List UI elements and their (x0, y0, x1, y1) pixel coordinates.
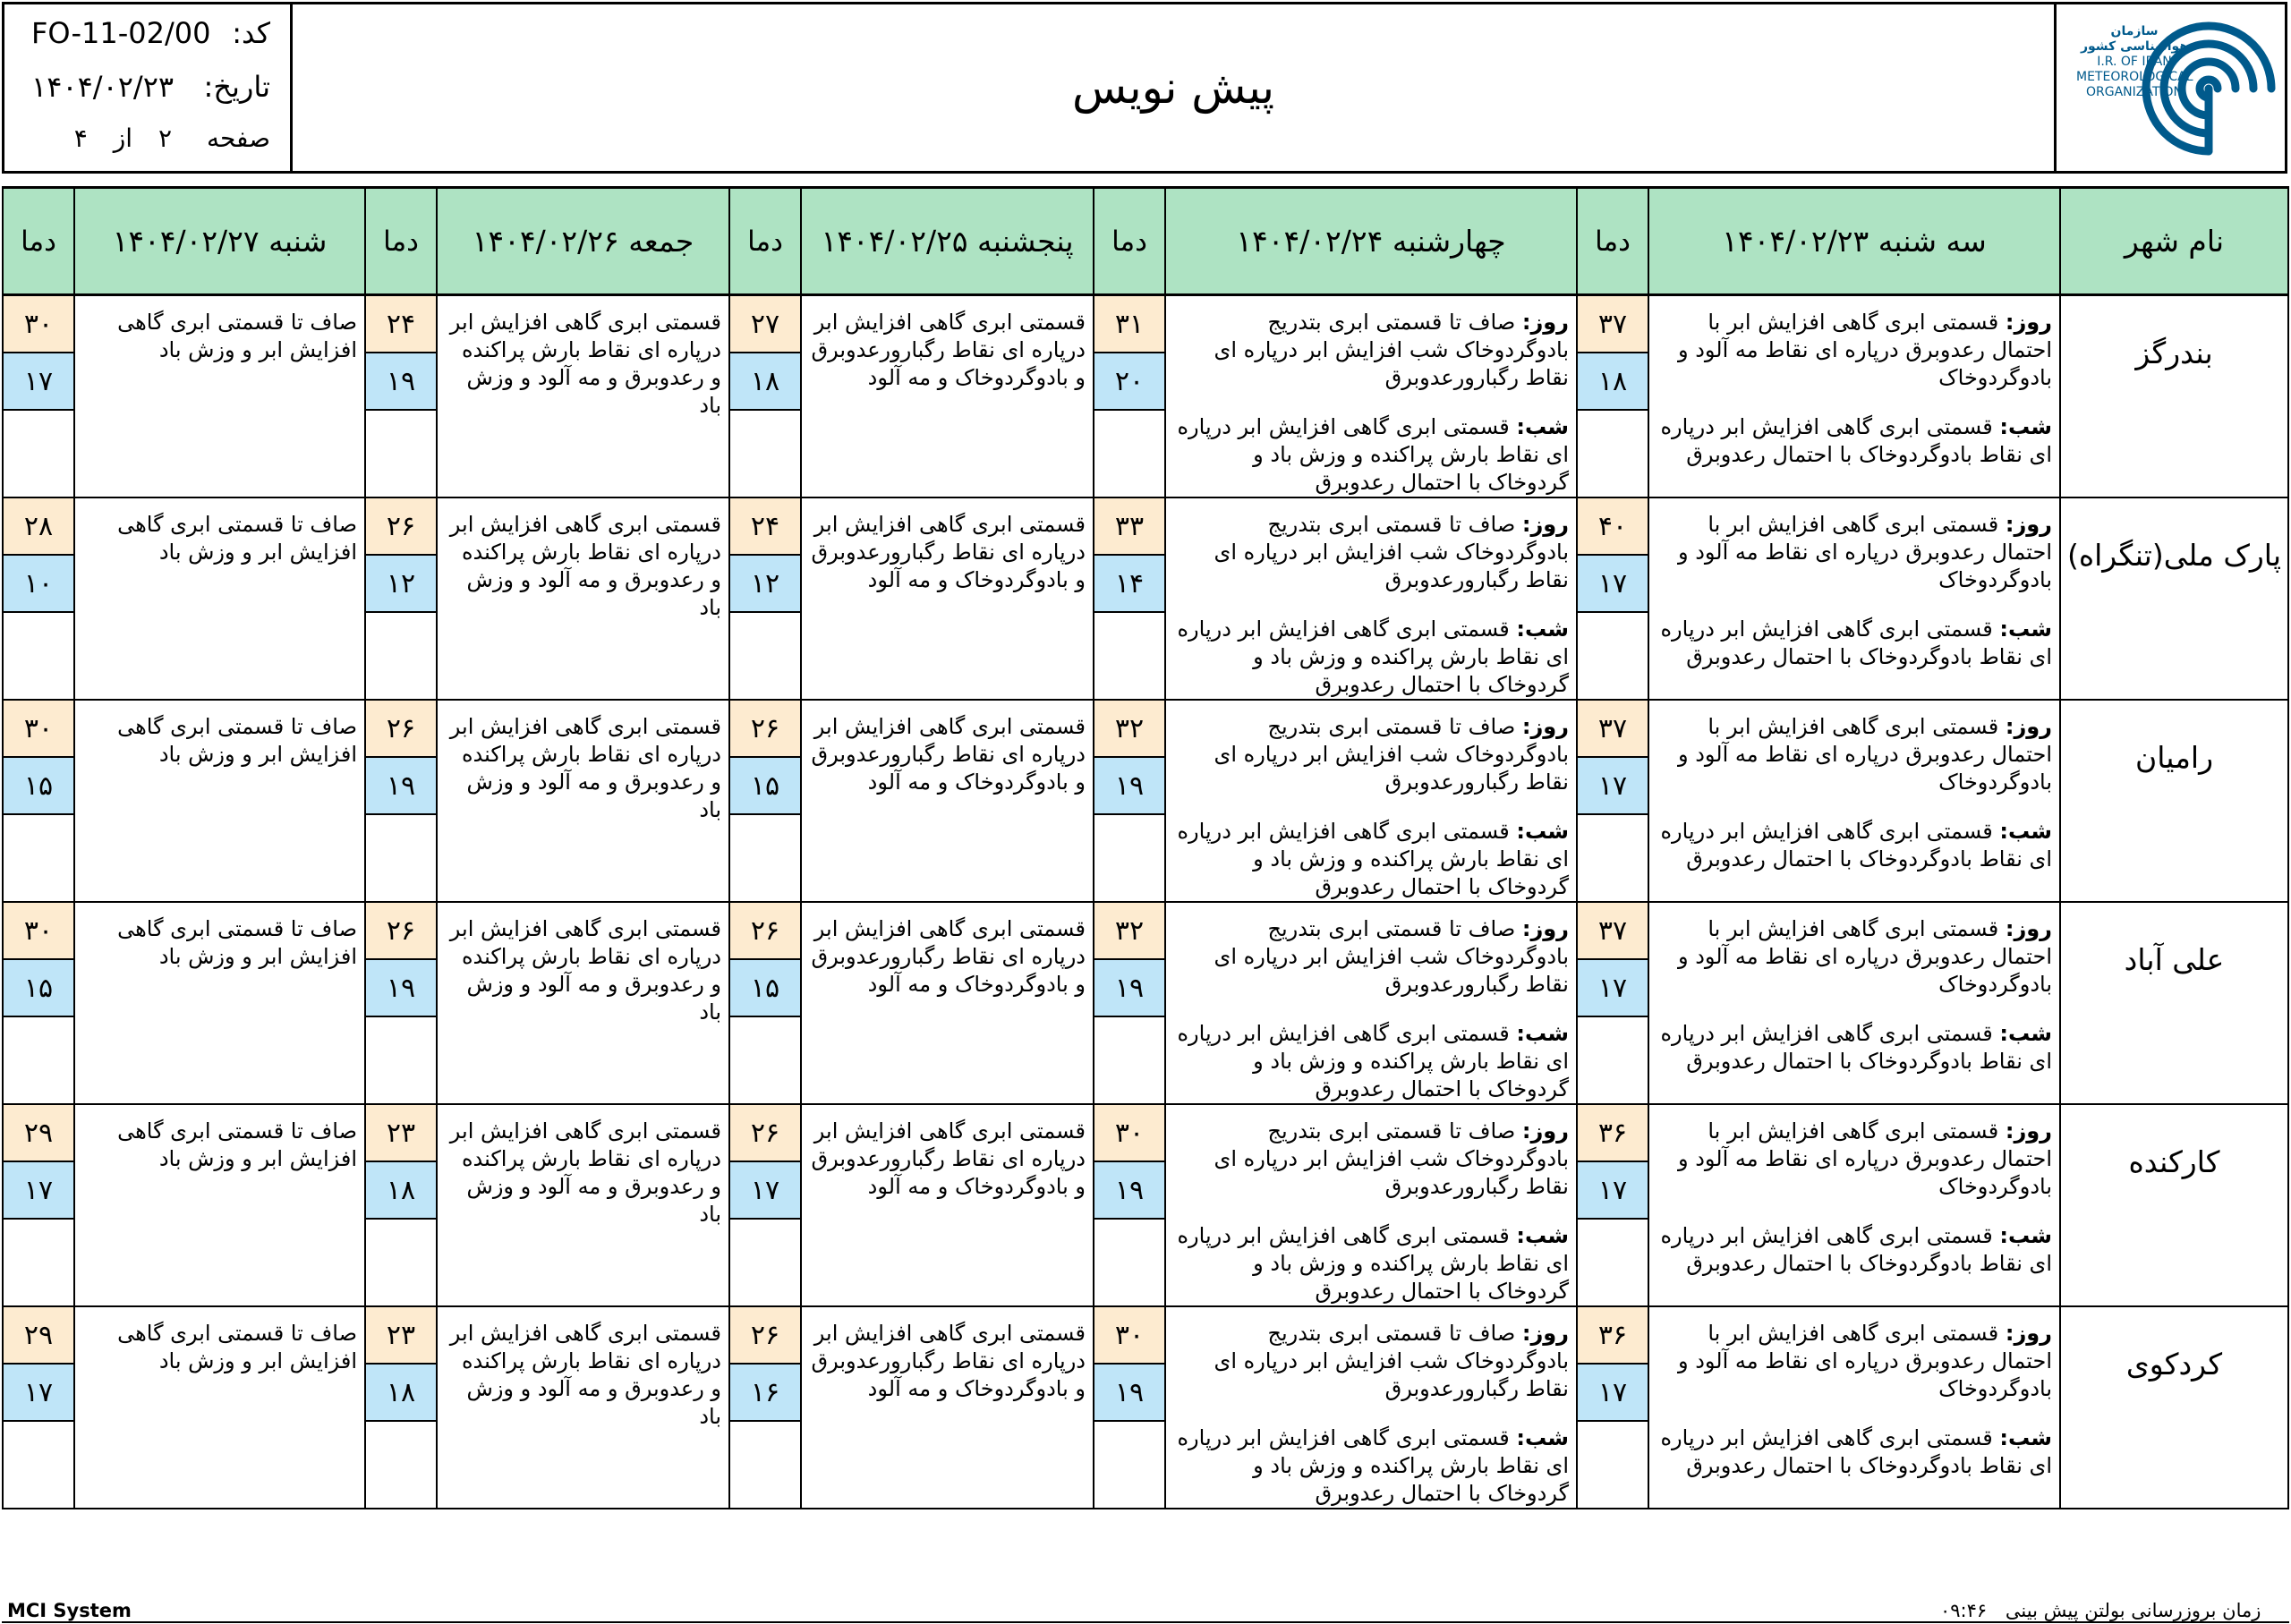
day4-max-temp: ۲۶ (366, 498, 436, 556)
day2-night-text: قسمتی ابری گاهی افزایش ابر درپاره ای نقاط بارش پراکنده و وزش باد و گردوخاک با احتمال رعدوبرق (1177, 1021, 1569, 1101)
table-row (3, 700, 2288, 902)
day1-min-temp: ۱۷ (1578, 1365, 1648, 1422)
day3-forecast (801, 700, 1094, 902)
day1-temps (1577, 1306, 1648, 1509)
day3-temps (729, 1306, 801, 1509)
day4-temps (365, 1306, 437, 1509)
day4-header: جمعه ۱۴۰۴/۰۲/۲۶ (437, 188, 729, 295)
day-label: روز: (1521, 714, 1569, 739)
day2-day-forecast (1166, 1105, 1576, 1201)
day5-temps (3, 700, 74, 902)
date-label: تاریخ: (203, 70, 270, 104)
day5-min-temp: ۱۵ (4, 960, 73, 1017)
code-row (31, 13, 270, 53)
table-row (3, 497, 2288, 700)
day3-temps (729, 295, 801, 498)
day2-night-forecast (1166, 401, 1576, 497)
date-value: ۱۴۰۴/۰۲/۲۳ (31, 70, 175, 104)
day2-max-temp: ۳۳ (1094, 498, 1164, 556)
day1-max-temp: ۳۷ (1578, 296, 1648, 353)
day2-max-temp: ۳۲ (1094, 903, 1164, 960)
day5-min-temp: ۱۷ (4, 1162, 73, 1220)
day1-max-temp: ۳۶ (1578, 1307, 1648, 1365)
day2-max-temp: ۳۱ (1094, 296, 1164, 353)
day4-forecast (437, 497, 729, 700)
day1-day-text: قسمتی ابری گاهی افزایش ابر با احتمال رعدوبرق درپاره ای نقاط مه آلود و بادوگردوخاک (1677, 916, 2052, 997)
day1-night-text: قسمتی ابری گاهی افزایش ابر درپاره ای نقاط بادوگردوخاک با احتمال رعدوبرق (1660, 1425, 2052, 1478)
day4-text: قسمتی ابری گاهی افزایش ابر درپاره ای نقاط بارش پراکنده و رعدوبرق و مه آلود و وزش باد (449, 916, 721, 1025)
day1-forecast (1648, 1306, 2060, 1509)
day5-forecast (74, 700, 365, 902)
day5-forecast (74, 497, 365, 700)
day3-temps (729, 700, 801, 902)
day3-text: قسمتی ابری گاهی افزایش ابر درپاره ای نقاط رگبارورعدوبرق و بادوگردوخاک و مه آلود (811, 714, 1086, 795)
day3-text: قسمتی ابری گاهی افزایش ابر درپاره ای نقاط رگبارورعدوبرق و بادوگردوخاک و مه آلود (811, 1118, 1086, 1199)
day4-text: قسمتی ابری گاهی افزایش ابر درپاره ای نقاط بارش پراکنده و رعدوبرق و مه آلود و وزش باد (449, 512, 721, 620)
day3-forecast (801, 902, 1094, 1104)
day4-max-temp: ۲۶ (366, 701, 436, 758)
logo-text-en3: ORGANIZATION (2085, 85, 2184, 99)
day2-min-temp: ۱۴ (1094, 556, 1164, 613)
city-name: رامیان (2060, 700, 2288, 902)
day-label: روز: (1521, 916, 1569, 941)
day1-max-temp: ۳۷ (1578, 903, 1648, 960)
day5-temps (3, 1104, 74, 1306)
document-info (4, 4, 293, 171)
day1-max-temp: ۴۰ (1578, 498, 1648, 556)
day3-text: قسمتی ابری گاهی افزایش ابر درپاره ای نقاط رگبارورعدوبرق و بادوگردوخاک و مه آلود (811, 1321, 1086, 1401)
night-label: شب: (1999, 819, 2052, 844)
day2-night-forecast (1166, 1210, 1576, 1305)
day5-text: صاف تا قسمتی ابری گاهی افزایش ابر و وزش باد (117, 916, 357, 969)
day1-temps (1577, 1104, 1648, 1306)
day2-temp-header: دما (1094, 188, 1165, 295)
day4-min-temp: ۱۹ (366, 758, 436, 815)
day3-min-temp: ۱۸ (730, 353, 800, 411)
day3-max-temp: ۲۶ (730, 701, 800, 758)
night-label: شب: (1516, 616, 1569, 642)
night-label: شب: (1999, 1021, 2052, 1046)
day4-forecast (437, 1306, 729, 1509)
day-label: روز: (2005, 714, 2052, 739)
day2-temps (1094, 700, 1165, 902)
day3-min-temp: ۱۲ (730, 556, 800, 613)
page-row (31, 119, 270, 158)
day1-day-text: قسمتی ابری گاهی افزایش ابر با احتمال رعدوبرق درپاره ای نقاط مه آلود و بادوگردوخاک (1677, 1118, 2052, 1199)
day4-min-temp: ۱۹ (366, 353, 436, 411)
day5-max-temp: ۲۹ (4, 1105, 73, 1162)
day3-max-temp: ۲۷ (730, 296, 800, 353)
day2-night-text: قسمتی ابری گاهی افزایش ابر درپاره ای نقاط بارش پراکنده و وزش باد و گردوخاک با احتمال رعدوبرق (1177, 616, 1569, 697)
day2-night-forecast (1166, 805, 1576, 901)
city-header: نام شهر (2060, 188, 2288, 295)
update-info (1940, 1600, 2261, 1621)
day4-min-temp: ۱۲ (366, 556, 436, 613)
day5-max-temp: ۳۰ (4, 296, 73, 353)
logo-text (2076, 24, 2193, 100)
day5-min-temp: ۱۷ (4, 1365, 73, 1422)
day2-day-forecast (1166, 1307, 1576, 1403)
day2-night-text: قسمتی ابری گاهی افزایش ابر درپاره ای نقاط بارش پراکنده و وزش باد و گردوخاک با احتمال رعدوبرق (1177, 1223, 1569, 1304)
day1-temps (1577, 497, 1648, 700)
day1-min-temp: ۱۸ (1578, 353, 1648, 411)
day1-night-forecast (1649, 1412, 2059, 1480)
day1-night-text: قسمتی ابری گاهی افزایش ابر درپاره ای نقاط بادوگردوخاک با احتمال رعدوبرق (1660, 1223, 2052, 1276)
day2-temps (1094, 497, 1165, 700)
day2-forecast (1165, 295, 1577, 498)
day3-forecast (801, 295, 1094, 498)
day3-text: قسمتی ابری گاهی افزایش ابر درپاره ای نقاط رگبارورعدوبرق و بادوگردوخاک و مه آلود (811, 512, 1086, 592)
table-body (3, 295, 2288, 1509)
day5-max-temp: ۳۰ (4, 701, 73, 758)
day4-text: قسمتی ابری گاهی افزایش ابر درپاره ای نقاط بارش پراکنده و رعدوبرق و مه آلود و وزش باد (449, 310, 721, 418)
city-name: کردکوی (2060, 1306, 2288, 1509)
day1-forecast (1648, 1104, 2060, 1306)
day4-temps (365, 700, 437, 902)
day2-night-forecast (1166, 1412, 1576, 1508)
day3-forecast (801, 1104, 1094, 1306)
code-label: کد: (232, 16, 270, 50)
day5-header: شنبه ۱۴۰۴/۰۲/۲۷ (74, 188, 365, 295)
table-row (3, 1104, 2288, 1306)
day1-night-text: قسمتی ابری گاهی افزایش ابر درپاره ای نقاط بادوگردوخاک با احتمال رعدوبرق (1660, 819, 2052, 872)
day1-temp-header: دما (1577, 188, 1648, 295)
day2-day-forecast (1166, 296, 1576, 392)
update-time: ۰۹:۴۶ (1940, 1600, 1988, 1621)
day1-temps (1577, 295, 1648, 498)
day1-min-temp: ۱۷ (1578, 758, 1648, 815)
page-total: ۴ (73, 123, 88, 153)
day1-temps (1577, 700, 1648, 902)
night-label: شب: (1999, 616, 2052, 642)
day1-night-forecast (1649, 603, 2059, 671)
day-label: روز: (2005, 1118, 2052, 1144)
day3-text: قسمتی ابری گاهی افزایش ابر درپاره ای نقاط رگبارورعدوبرق و بادوگردوخاک و مه آلود (811, 310, 1086, 390)
day2-min-temp: ۲۰ (1094, 353, 1164, 411)
day3-max-temp: ۲۶ (730, 903, 800, 960)
day1-min-temp: ۱۷ (1578, 960, 1648, 1017)
day1-forecast (1648, 295, 2060, 498)
day4-max-temp: ۲۶ (366, 903, 436, 960)
day-label: روز: (2005, 512, 2052, 537)
night-label: شب: (1999, 1425, 2052, 1450)
day5-min-temp: ۱۰ (4, 556, 73, 613)
page-value (65, 119, 181, 158)
day3-forecast (801, 1306, 1094, 1509)
day2-day-text: صاف تا قسمتی ابری بتدریج بادوگردوخاک شب افزایش ابر درپاره ای نقاط رگبارورعدوبرق (1214, 1118, 1569, 1199)
day1-forecast (1648, 497, 2060, 700)
day2-header: چهارشنبه ۱۴۰۴/۰۲/۲۴ (1165, 188, 1577, 295)
day-label: روز: (1521, 512, 1569, 537)
day4-min-temp: ۱۸ (366, 1162, 436, 1220)
day2-temps (1094, 902, 1165, 1104)
day3-text: قسمتی ابری گاهی افزایش ابر درپاره ای نقاط رگبارورعدوبرق و بادوگردوخاک و مه آلود (811, 916, 1086, 997)
day2-day-forecast (1166, 701, 1576, 796)
day2-min-temp: ۱۹ (1094, 758, 1164, 815)
day3-max-temp: ۲۶ (730, 1105, 800, 1162)
day5-forecast (74, 295, 365, 498)
day1-forecast (1648, 902, 2060, 1104)
day2-forecast (1165, 700, 1577, 902)
day1-day-forecast (1649, 498, 2059, 594)
night-label: شب: (1516, 1425, 1569, 1450)
day2-day-forecast (1166, 498, 1576, 594)
day5-temps (3, 902, 74, 1104)
day1-night-forecast (1649, 1008, 2059, 1076)
day5-text: صاف تا قسمتی ابری گاهی افزایش ابر و وزش باد (117, 1118, 357, 1171)
night-label: شب: (1999, 414, 2052, 439)
day4-temps (365, 295, 437, 498)
day5-text: صاف تا قسمتی ابری گاهی افزایش ابر و وزش باد (117, 714, 357, 767)
day4-min-temp: ۱۸ (366, 1365, 436, 1422)
day5-text: صاف تا قسمتی ابری گاهی افزایش ابر و وزش باد (117, 512, 357, 565)
city-name: کارکنده (2060, 1104, 2288, 1306)
logo-text-fa: سازمان هواشناسی کشور (2080, 24, 2189, 54)
forecast-table (2, 186, 2289, 1509)
day4-temps (365, 1104, 437, 1306)
day1-day-text: قسمتی ابری گاهی افزایش ابر با احتمال رعدوبرق درپاره ای نقاط مه آلود و بادوگردوخاک (1677, 1321, 2052, 1401)
day2-forecast (1165, 902, 1577, 1104)
day3-min-temp: ۱۶ (730, 1365, 800, 1422)
day1-night-text: قسمتی ابری گاهی افزایش ابر درپاره ای نقاط بادوگردوخاک با احتمال رعدوبرق (1660, 414, 2052, 467)
day1-header: سه شنبه ۱۴۰۴/۰۲/۲۳ (1648, 188, 2060, 295)
day1-forecast (1648, 700, 2060, 902)
day4-text: قسمتی ابری گاهی افزایش ابر درپاره ای نقاط بارش پراکنده و رعدوبرق و مه آلود و وزش باد (449, 1321, 721, 1429)
logo-text-en2: METEOROLOGICAL (2076, 70, 2193, 84)
day4-temp-header: دما (365, 188, 437, 295)
page-of: از (113, 123, 133, 153)
day3-header: پنجشنبه ۱۴۰۴/۰۲/۲۵ (801, 188, 1094, 295)
day1-night-text: قسمتی ابری گاهی افزایش ابر درپاره ای نقاط بادوگردوخاک با احتمال رعدوبرق (1660, 616, 2052, 669)
day2-night-forecast (1166, 603, 1576, 699)
day3-temps (729, 902, 801, 1104)
day5-min-temp: ۱۵ (4, 758, 73, 815)
city-name: پارک ملی(تنگراه) (2060, 497, 2288, 700)
logo-text-en1: I.R. OF IRAN (2097, 55, 2172, 69)
day2-day-text: صاف تا قسمتی ابری بتدریج بادوگردوخاک شب افزایش ابر درپاره ای نقاط رگبارورعدوبرق (1214, 310, 1569, 390)
day4-forecast (437, 902, 729, 1104)
logo-box (2054, 4, 2285, 171)
day4-temps (365, 902, 437, 1104)
day2-day-text: صاف تا قسمتی ابری بتدریج بادوگردوخاک شب افزایش ابر درپاره ای نقاط رگبارورعدوبرق (1214, 916, 1569, 997)
day4-text: قسمتی ابری گاهی افزایش ابر درپاره ای نقاط بارش پراکنده و رعدوبرق و مه آلود و وزش باد (449, 1118, 721, 1227)
page-current: ۲ (158, 123, 172, 153)
day5-text: صاف تا قسمتی ابری گاهی افزایش ابر و وزش باد (117, 1321, 357, 1373)
night-label: شب: (1999, 1223, 2052, 1248)
day2-max-temp: ۳۰ (1094, 1105, 1164, 1162)
day4-max-temp: ۲۳ (366, 1105, 436, 1162)
day-label: روز: (2005, 1321, 2052, 1346)
day1-max-temp: ۳۷ (1578, 701, 1648, 758)
day2-min-temp: ۱۹ (1094, 1162, 1164, 1220)
day2-temps (1094, 1306, 1165, 1509)
day1-min-temp: ۱۷ (1578, 556, 1648, 613)
day3-forecast (801, 497, 1094, 700)
day3-min-temp: ۱۵ (730, 960, 800, 1017)
day2-forecast (1165, 1104, 1577, 1306)
day2-min-temp: ۱۹ (1094, 960, 1164, 1017)
day5-max-temp: ۲۹ (4, 1307, 73, 1365)
day-label: روز: (1521, 1118, 1569, 1144)
day5-temp-header: دما (3, 188, 74, 295)
day3-temp-header: دما (729, 188, 801, 295)
day-label: روز: (2005, 916, 2052, 941)
day4-max-temp: ۲۴ (366, 296, 436, 353)
day-label: روز: (1521, 310, 1569, 335)
day5-max-temp: ۳۰ (4, 903, 73, 960)
day2-night-text: قسمتی ابری گاهی افزایش ابر درپاره ای نقاط بارش پراکنده و وزش باد و گردوخاک با احتمال رعدوبرق (1177, 414, 1569, 495)
day3-min-temp: ۱۷ (730, 1162, 800, 1220)
day4-max-temp: ۲۳ (366, 1307, 436, 1365)
day4-forecast (437, 1104, 729, 1306)
day5-forecast (74, 902, 365, 1104)
day3-min-temp: ۱۵ (730, 758, 800, 815)
day2-max-temp: ۳۰ (1094, 1307, 1164, 1365)
table-row (3, 295, 2288, 498)
day2-forecast (1165, 1306, 1577, 1509)
night-label: شب: (1516, 414, 1569, 439)
day1-day-text: قسمتی ابری گاهی افزایش ابر با احتمال رعدوبرق درپاره ای نقاط مه آلود و بادوگردوخاک (1677, 512, 2052, 592)
day4-min-temp: ۱۹ (366, 960, 436, 1017)
day2-max-temp: ۳۲ (1094, 701, 1164, 758)
day2-night-text: قسمتی ابری گاهی افزایش ابر درپاره ای نقاط بارش پراکنده و وزش باد و گردوخاک با احتمال رعدوبرق (1177, 819, 1569, 899)
day3-max-temp: ۲۶ (730, 1307, 800, 1365)
system-name: MCI System (7, 1600, 132, 1621)
day1-day-text: قسمتی ابری گاهی افزایش ابر با احتمال رعدوبرق درپاره ای نقاط مه آلود و بادوگردوخاک (1677, 714, 2052, 795)
day2-temps (1094, 1104, 1165, 1306)
code-value: FO-11-02/00 (31, 16, 211, 50)
day1-day-forecast (1649, 296, 2059, 392)
day1-night-text: قسمتی ابری گاهی افزایش ابر درپاره ای نقاط بادوگردوخاک با احتمال رعدوبرق (1660, 1021, 2052, 1074)
night-label: شب: (1516, 1223, 1569, 1248)
day1-temps (1577, 902, 1648, 1104)
day1-night-forecast (1649, 805, 2059, 873)
day4-forecast (437, 295, 729, 498)
day4-forecast (437, 700, 729, 902)
day3-max-temp: ۲۴ (730, 498, 800, 556)
day5-temps (3, 1306, 74, 1509)
day5-min-temp: ۱۷ (4, 353, 73, 411)
day5-temps (3, 497, 74, 700)
day4-temps (365, 497, 437, 700)
update-label: زمان بروزرسانی بولتن پیش بینی (2005, 1600, 2261, 1621)
day1-day-forecast (1649, 1105, 2059, 1201)
day1-night-forecast (1649, 401, 2059, 469)
table-row (3, 902, 2288, 1104)
city-name: بندرگز (2060, 295, 2288, 498)
day1-day-text: قسمتی ابری گاهی افزایش ابر با احتمال رعدوبرق درپاره ای نقاط مه آلود و بادوگردوخاک (1677, 310, 2052, 390)
day2-day-forecast (1166, 903, 1576, 999)
day2-night-text: قسمتی ابری گاهی افزایش ابر درپاره ای نقاط بارش پراکنده و وزش باد و گردوخاک با احتمال رعدوبرق (1177, 1425, 1569, 1506)
day1-day-forecast (1649, 1307, 2059, 1403)
day5-text: صاف تا قسمتی ابری گاهی افزایش ابر و وزش باد (117, 310, 357, 362)
day5-temps (3, 295, 74, 498)
day1-day-forecast (1649, 701, 2059, 796)
day2-day-text: صاف تا قسمتی ابری بتدریج بادوگردوخاک شب افزایش ابر درپاره ای نقاط رگبارورعدوبرق (1214, 1321, 1569, 1401)
day2-temps (1094, 295, 1165, 498)
day3-temps (729, 1104, 801, 1306)
document-header (2, 2, 2287, 174)
day5-max-temp: ۲۸ (4, 498, 73, 556)
day5-forecast (74, 1306, 365, 1509)
day2-day-text: صاف تا قسمتی ابری بتدریج بادوگردوخاک شب افزایش ابر درپاره ای نقاط رگبارورعدوبرق (1214, 512, 1569, 592)
page-label: صفحه (206, 123, 270, 153)
city-name: علی آباد (2060, 902, 2288, 1104)
day2-min-temp: ۱۹ (1094, 1365, 1164, 1422)
day2-day-text: صاف تا قسمتی ابری بتدریج بادوگردوخاک شب افزایش ابر درپاره ای نقاط رگبارورعدوبرق (1214, 714, 1569, 795)
day1-max-temp: ۳۶ (1578, 1105, 1648, 1162)
date-row (31, 67, 270, 106)
day3-temps (729, 497, 801, 700)
day4-text: قسمتی ابری گاهی افزایش ابر درپاره ای نقاط بارش پراکنده و رعدوبرق و مه آلود و وزش باد (449, 714, 721, 822)
day1-night-forecast (1649, 1210, 2059, 1278)
day5-forecast (74, 1104, 365, 1306)
day2-night-forecast (1166, 1008, 1576, 1103)
document-title: پیش نویس (1071, 62, 1275, 114)
day1-min-temp: ۱۷ (1578, 1162, 1648, 1220)
night-label: شب: (1516, 819, 1569, 844)
day2-forecast (1165, 497, 1577, 700)
day1-day-forecast (1649, 903, 2059, 999)
footer-divider (2, 1621, 2289, 1623)
night-label: شب: (1516, 1021, 1569, 1046)
day-label: روز: (1521, 1321, 1569, 1346)
day-label: روز: (2005, 310, 2052, 335)
table-header-row (3, 188, 2288, 295)
table-row (3, 1306, 2288, 1509)
